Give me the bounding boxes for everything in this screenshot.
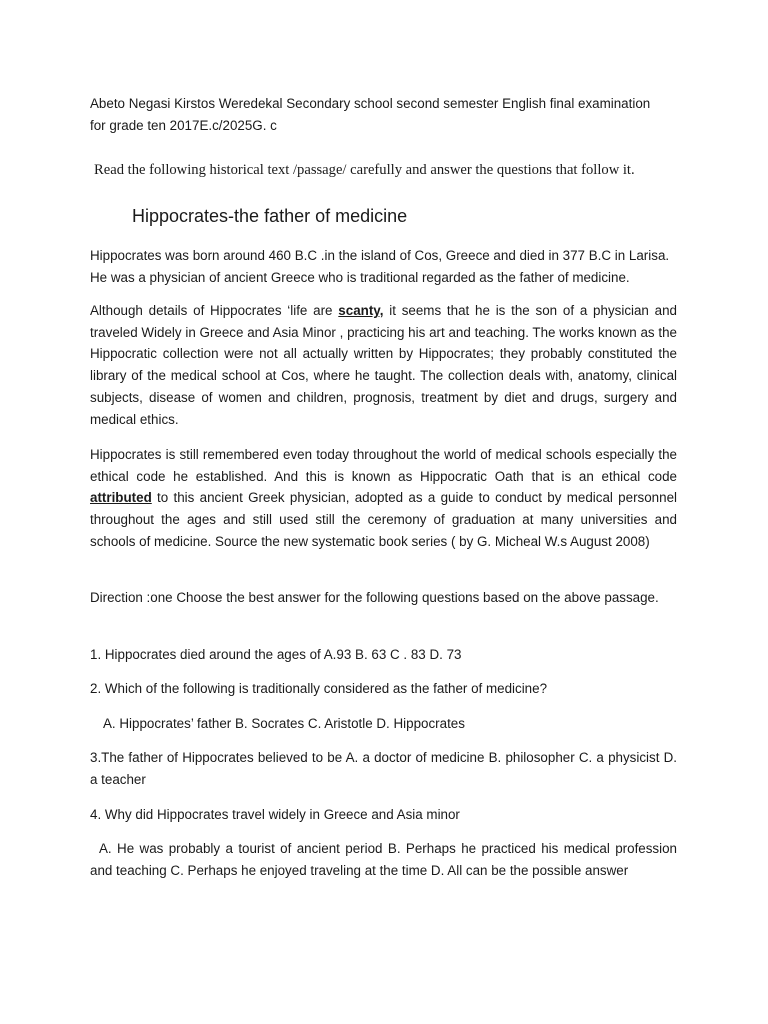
reading-instruction: Read the following historical text /passage/ carefully and answer the questions that follow it. [94,162,635,178]
vocab-word-scanty: scanty, [338,303,384,318]
question-4: 4. Why did Hippocrates travel widely in Greece and Asia minor [90,807,460,822]
question-1: 1. Hippocrates died around the ages of A.93 B. 63 C . 83 D. 73 [90,647,462,662]
exam-header [90,93,677,136]
paragraph-2 [90,300,677,430]
exam-header-line2: for grade ten 2017E.c/2025G. c [90,117,277,133]
question-2: 2. Which of the following is traditionally considered as the father of medicine? [90,681,548,696]
vocab-word-attributed: attributed [90,490,152,506]
question-2-options: A. Hippocrates’ father B. Socrates C. Aristotle D. Hippocrates [103,716,465,731]
question-3: 3.The father of Hippocrates believed to be A. a doctor of medicine B. philosopher C. a physicist D. a teacher [90,750,677,787]
paragraph-3-text-end: to this ancient Greek physician, adopted as a guide to conduct by medical personnel throughout the ages and still used still the ceremony of graduation at many universities and schools of medicine. Source the new systematic book series ( by G. Micheal W.s August 2008) [90,490,677,549]
paragraph-2-text-end: it seems that he is the son of a physician and traveled Widely in Greece and Asia Minor , practicing his art and teaching. The works known as the Hippocratic collection were not all actually written by Hippocrates; they probably constituted the library of the medical school at Cos, where he taught. The collection deals with, anatomy, clinical subjects, disease of women and children, prognosis, treatment by diet and drugs, surgery and medical ethics. [90,303,677,427]
paragraph-2-text-start: Although details of Hippocrates ‘life are [90,303,339,318]
question-4-options [90,838,677,881]
direction-text: Direction :one Choose the best answer for the following questions based on the above passage. [90,590,659,605]
paragraph-3-text-start: Hippocrates is still remembered even today throughout the world of medical schools especially the ethical code he established. And this is known as Hippocratic Oath that is an ethical code [90,447,677,484]
question-4-options-text: A. He was probably a tourist of ancient period B. Perhaps he practiced his medical profession and teaching C. Perhaps he enjoyed traveling at the time D. All can be the possible answer [90,841,677,878]
passage-title: Hippocrates-the father of medicine [132,206,408,226]
paragraph-1: Hippocrates was born around 460 B.C .in the island of Cos, Greece and died in 377 B.C in Larisa. He was a physician of ancient Greece who is traditional regarded as the father of medicine. [90,248,670,285]
exam-header-line1: Abeto Negasi Kirstos Weredekal Secondary school second semester English final examination [90,96,651,111]
paragraph-3 [90,444,677,553]
